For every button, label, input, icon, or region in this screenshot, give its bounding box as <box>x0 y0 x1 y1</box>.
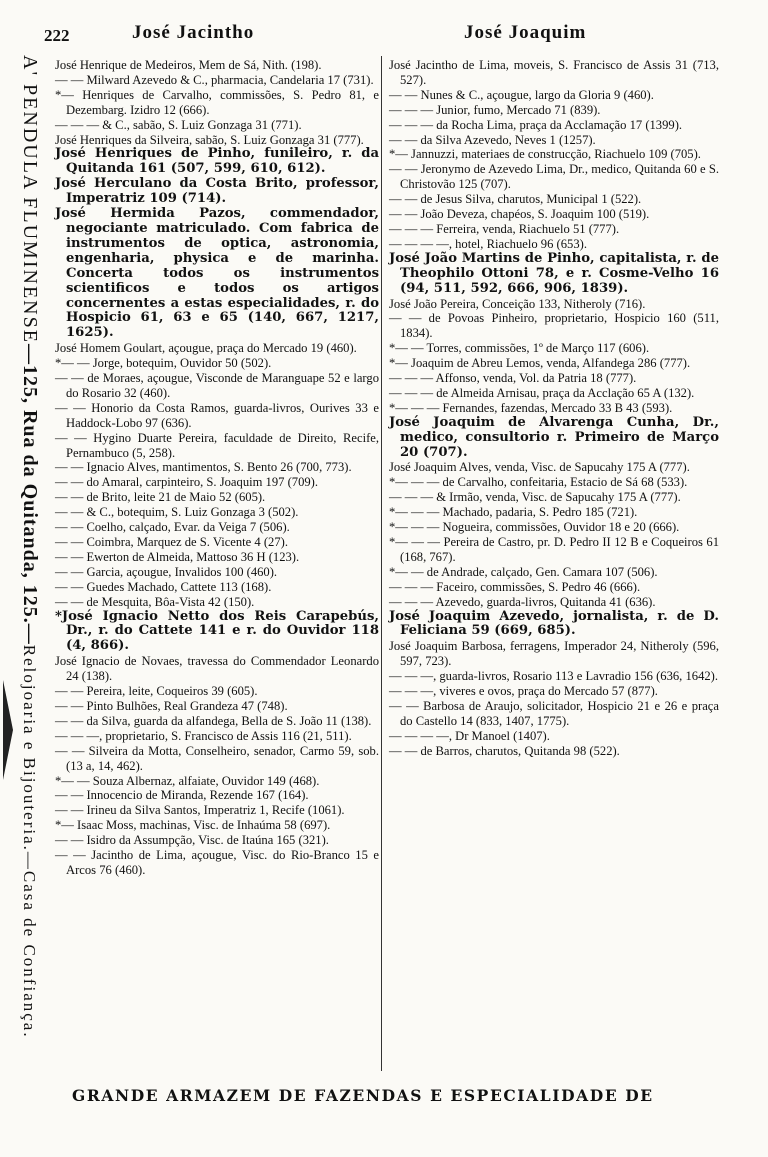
directory-entry: — — Pinto Bulhões, Real Grandeza 47 (748). <box>55 698 288 713</box>
directory-entry: *— Jannuzzi, materiaes de construcção, Riachuelo 109 (705). <box>389 147 701 162</box>
directory-entry: *José Ignacio Netto dos Reis Carapebús, Dr., r. do Cattete 141 e r. do Ouvidor 118 (4, 866). <box>55 608 379 654</box>
directory-entry: — — — Affonso, venda, Vol. da Patria 18 (777). <box>389 371 637 386</box>
directory-entry: — — — & C., sabão, S. Luiz Gonzaga 31 (771). <box>55 117 302 132</box>
sidebar-shop-name: A' PENDULA FLUMINENSE <box>19 55 41 344</box>
directory-entry: *— — Jorge, botequim, Ouvidor 50 (502). <box>55 356 272 371</box>
directory-entry: José Hermida Pazos, commendador, negociante matriculado. Com fabrica de instrumentos de optica, astronomia, engenharia, physica e de marinha. Concerta todos os instrumentos scientificos e todos os artigos concernentes a estas especialidades, r. do Hospicio 61, 63 e 65 (140, 667, 1217, 1625). <box>55 206 379 341</box>
left-column <box>55 58 379 878</box>
directory-entry: — — Guedes Machado, Cattete 113 (168). <box>55 579 272 594</box>
directory-entry: *— — de Andrade, calçado, Gen. Camara 107 (506). <box>389 564 658 579</box>
directory-entry: — — —, proprietario, S. Francisco de Assis 116 (21, 511). <box>55 728 352 743</box>
directory-entry: José Herculano da Costa Brito, professor, Imperatriz 109 (714). <box>55 176 379 207</box>
directory-entry: — — — da Rocha Lima, praça da Acclamação 17 (1399). <box>389 117 683 132</box>
directory-entry: — — Pereira, leite, Coqueiros 39 (605). <box>55 684 258 699</box>
directory-entry: — — Coelho, calçado, Evar. da Veiga 7 (506). <box>55 520 290 535</box>
directory-entry: *— — — Nogueira, commissões, Ouvidor 18 e 20 (666). <box>389 520 680 535</box>
directory-entry: José Joaquim Alves, venda, Visc. de Sapucahy 175 A (777). <box>389 460 690 475</box>
directory-entry: — — Isidro da Assumpção, Visc. de Itaúna 165 (321). <box>55 833 329 848</box>
directory-entry: José Joaquim Barbosa, ferragens, Imperador 24, Nitheroly (596, 597, 723). <box>389 639 719 669</box>
directory-entry: *— — Souza Albernaz, alfaiate, Ouvidor 149 (468). <box>55 773 320 788</box>
directory-entry: — — Ignacio Alves, mantimentos, S. Bento 26 (700, 773). <box>55 460 352 475</box>
directory-entry: — — de Barros, charutos, Quitanda 98 (522). <box>389 743 620 758</box>
directory-entry: — — —, guarda-livros, Rosario 113 e Lavradio 156 (636, 1642). <box>389 669 719 684</box>
directory-entry: — — de Brito, leite 21 de Maio 52 (605). <box>55 490 266 505</box>
directory-entry: — — Ewerton de Almeida, Mattoso 36 H (123). <box>55 549 300 564</box>
directory-entry: *— Isaac Moss, machinas, Visc. de Inhaúma 58 (697). <box>55 818 331 833</box>
column-divider <box>381 56 382 1071</box>
directory-entry: José Joaquim Azevedo, jornalista, r. de D. Feliciana 59 (669, 685). <box>389 608 719 639</box>
directory-entry: — — da Silva Azevedo, Neves 1 (1257). <box>389 132 596 147</box>
running-header-left: José Jacintho <box>132 22 255 43</box>
directory-entry: — — Irineu da Silva Santos, Imperatriz 1, Recife (1061). <box>55 803 345 818</box>
advertisement-sidebar <box>8 55 52 1039</box>
directory-entry: *— — — Machado, padaria, S. Pedro 185 (721). <box>389 505 638 520</box>
directory-entry: José Ignacio de Novaes, travessa do Commendador Leonardo 24 (138). <box>55 654 379 684</box>
directory-entry: José Henrique de Medeiros, Mem de Sá, Nith. (198). <box>55 58 322 72</box>
directory-entry: *— — Torres, commissões, 1º de Março 117 (606). <box>389 341 650 356</box>
directory-entry: — — — de Almeida Arnisau, praça da Acclação 65 A (132). <box>389 385 695 400</box>
directory-entry: *— — — Fernandes, fazendas, Mercado 33 B 43 (593). <box>389 400 673 415</box>
right-column <box>389 58 719 759</box>
directory-entry: — — Coimbra, Marquez de S. Vicente 4 (27). <box>55 535 288 549</box>
directory-entry: *— Henriques de Carvalho, commissões, S. Pedro 81, e Dezembarg. Izidro 12 (666). <box>55 87 379 117</box>
directory-entry: José Henriques da Silveira, sabão, S. Luiz Gonzaga 31 (777). <box>55 132 364 147</box>
sidebar-text <box>8 55 52 1039</box>
directory-entry: — — da Silva, guarda da alfandega, Bella de S. João 11 (138). <box>55 713 372 728</box>
directory-entry: — — — Junior, fumo, Mercado 71 (839). <box>389 102 601 117</box>
directory-entry: José Jacintho de Lima, moveis, S. Francisco de Assis 31 (713, 527). <box>389 58 719 87</box>
directory-entry: — — Garcia, açougue, Invalidos 100 (460). <box>55 564 278 579</box>
directory-entry: — — Milward Azevedo & C., pharmacia, Candelaria 17 (731). <box>55 72 374 87</box>
directory-entry: — — Nunes & C., açougue, largo da Gloria 9 (460). <box>389 87 654 102</box>
directory-entry: — — de Moraes, açougue, Visconde de Maranguape 52 e largo do Rosario 32 (460). <box>55 371 379 400</box>
directory-entry: — — — —, Dr Manoel (1407). <box>389 728 550 743</box>
directory-entry: — — —, viveres e ovos, praça do Mercado 57 (877). <box>389 684 658 699</box>
sidebar-address: —125, Rua da Quitanda, 125.— <box>19 343 41 645</box>
directory-entry: — — — Ferreira, venda, Riachuelo 51 (777). <box>389 221 620 236</box>
directory-entry: José João Martins de Pinho, capitalista, r. de Theophilo Ottoni 78, e r. Cosme-Velho 16 (94, 511, 592, 666, 906, 1839). <box>389 250 719 296</box>
directory-entry: — — — Azevedo, guarda-livros, Quitanda 41 (636). <box>389 594 656 609</box>
directory-entry: *— Joaquim de Abreu Lemos, venda, Alfandega 286 (777). <box>389 356 691 371</box>
directory-entry: — — Honorio da Costa Ramos, guarda-livros, Ourives 33 e Haddock-Lobo 97 (636). <box>55 400 379 430</box>
directory-entry: — — — Faceiro, commissões, S. Pedro 46 (666). <box>389 579 641 594</box>
directory-entry: José Henriques de Pinho, funileiro, r. da Quitanda 161 (507, 599, 610, 612). <box>55 146 379 177</box>
directory-entry: José João Pereira, Conceição 133, Nitheroly (716). <box>389 296 646 311</box>
directory-entry: — — Innocencio de Miranda, Rezende 167 (164). <box>55 788 309 803</box>
directory-entry: — — Jacintho de Lima, açougue, Visc. do Rio-Branco 15 e Arcos 76 (460). <box>55 848 379 877</box>
pointing-hand-icon <box>3 680 13 780</box>
directory-entry: — — João Deveza, chapéos, S. Joaquim 100 (519). <box>389 207 650 222</box>
directory-entry: — — Jeronymo de Azevedo Lima, Dr., medico, Quitanda 60 e S. Christovão 125 (707). <box>389 162 719 192</box>
directory-entry: — — do Amaral, carpinteiro, S. Joaquim 197 (709). <box>55 475 319 490</box>
footer-advertisement: GRANDE ARMAZEM DE FAZENDAS E ESPECIALIDADE DE <box>72 1086 654 1105</box>
directory-entry: — — Silveira da Motta, Conselheiro, senador, Carmo 59, sob. (13 a, 14, 462). <box>55 743 379 773</box>
sidebar-trade: Relojoaria e Bijouteria.—Casa de Confiança. <box>20 644 39 1039</box>
directory-entry: José Homem Goulart, açougue, praça do Mercado 19 (460). <box>55 341 357 356</box>
running-header-right: José Joaquim <box>464 22 587 43</box>
directory-entry: — — — & Irmão, venda, Visc. de Sapucahy 175 A (777). <box>389 490 681 505</box>
page-number: 222 <box>44 26 70 45</box>
directory-entry: *— — — de Carvalho, confeitaria, Estacio de Sá 68 (533). <box>389 475 688 490</box>
directory-entry: — — de Povoas Pinheiro, proprietario, Hospicio 160 (511, 1834). <box>389 311 719 341</box>
directory-entry: — — Barbosa de Araujo, solicitador, Hospicio 21 e 26 e praça do Castello 14 (833, 1407, 1775). <box>389 698 719 728</box>
directory-entry: *— — — Pereira de Castro, pr. D. Pedro II 12 B e Coqueiros 61 (168, 767). <box>389 535 719 564</box>
directory-entry: — — & C., botequim, S. Luiz Gonzaga 3 (502). <box>55 505 299 520</box>
directory-entry: — — de Mesquita, Bôa-Vista 42 (150). <box>55 594 255 609</box>
directory-entry: — — Hygino Duarte Pereira, faculdade de Direito, Recife, Pernambuco (5, 258). <box>55 430 379 460</box>
directory-entry: José Joaquim de Alvarenga Cunha, Dr., medico, consultorio r. Primeiro de Março 20 (707). <box>389 414 719 460</box>
directory-entry: — — — —, hotel, Riachuelo 96 (653). <box>389 236 587 251</box>
directory-entry: — — de Jesus Silva, charutos, Municipal 1 (522). <box>389 192 642 207</box>
